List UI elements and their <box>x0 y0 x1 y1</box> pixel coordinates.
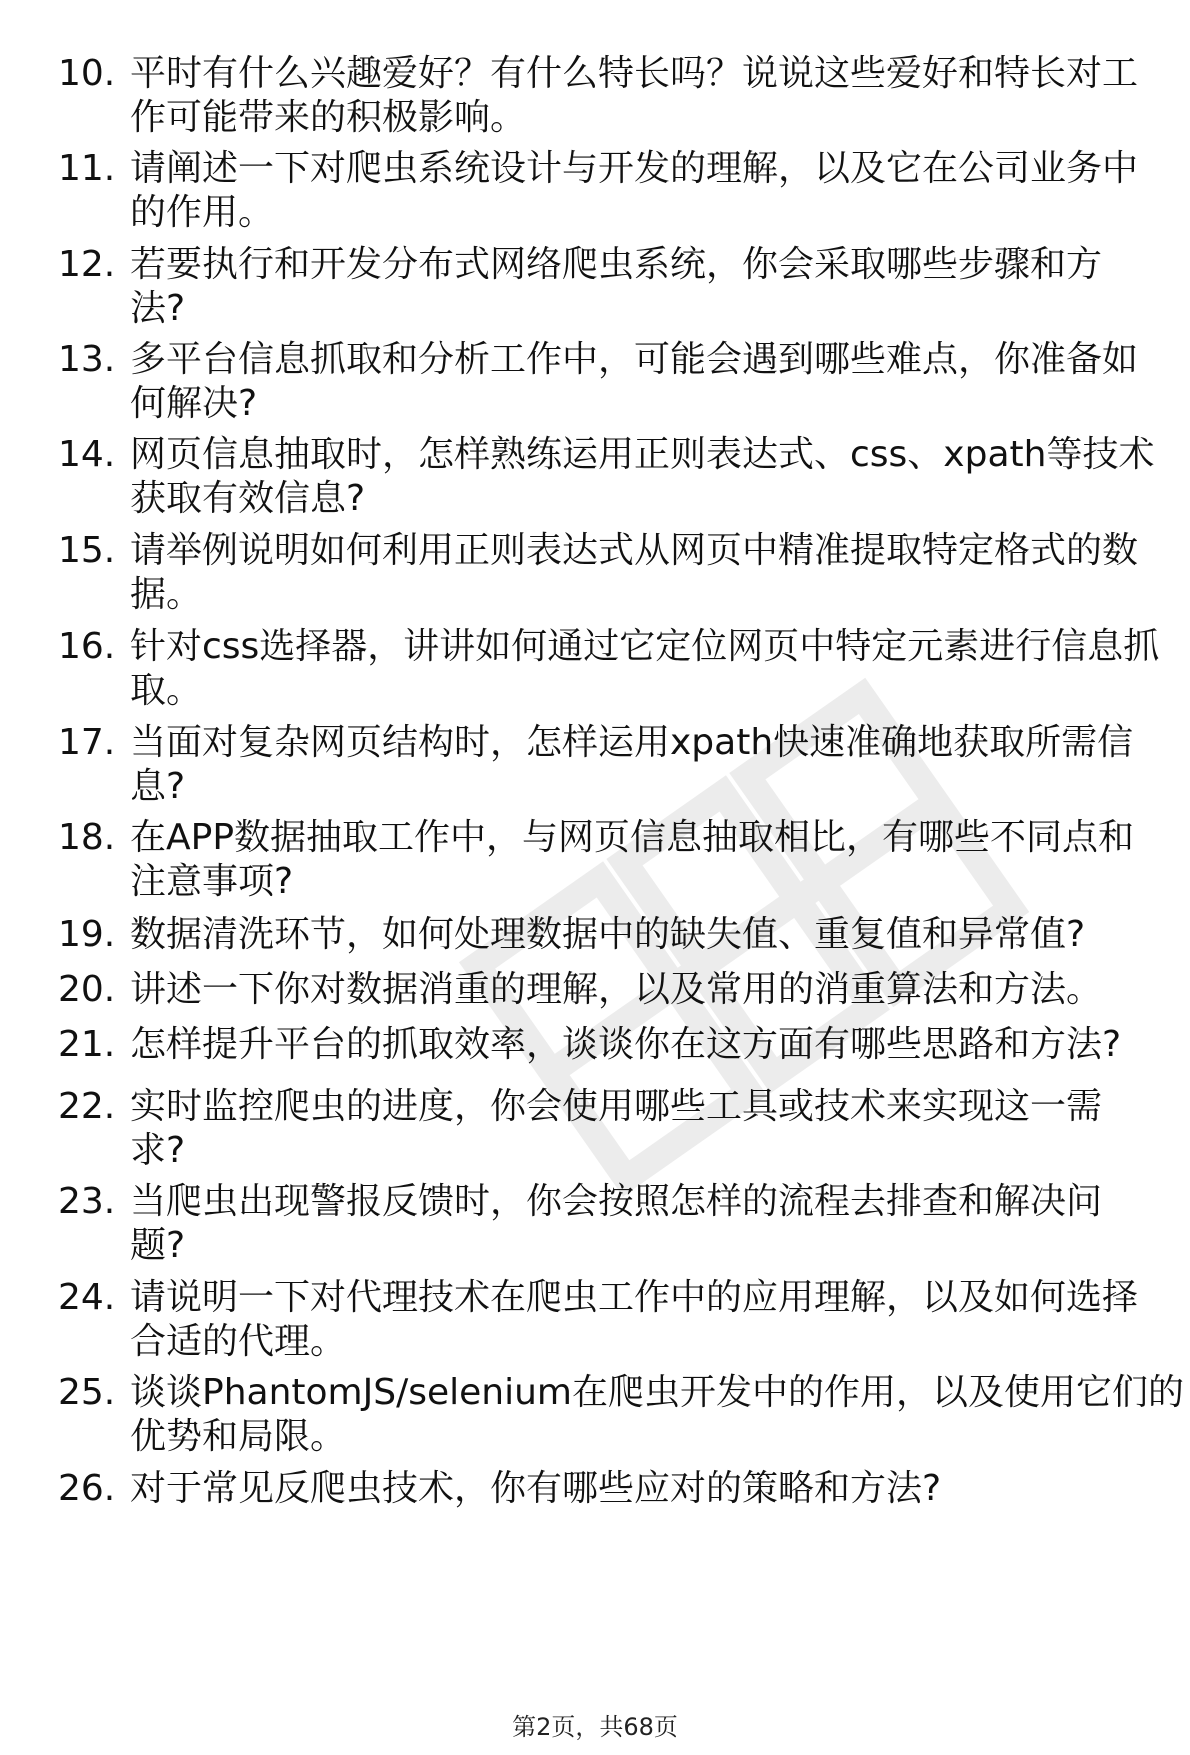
question-text <box>130 1085 1170 1173</box>
question-text-line: 何解决? <box>130 383 258 424</box>
question-number: 26. <box>58 1468 116 1509</box>
question-text-line: 针对css选择器，讲讲如何通过它定位网页中特定元素进行信息抓 <box>130 626 1160 667</box>
question-text-line: 作可能带来的积极影响。 <box>130 97 527 138</box>
question-text-line: 请说明一下对代理技术在爬虫工作中的应用理解，以及如何选择 <box>130 1277 1139 1318</box>
question-text-line: 请举例说明如何利用正则表达式从网页中精准提取特定格式的数 <box>130 530 1139 571</box>
question-text-line: 息? <box>130 766 186 807</box>
question-text-line: 优势和局限。 <box>130 1416 347 1457</box>
question-text-line: 的作用。 <box>130 192 275 233</box>
question-number: 10. <box>58 53 116 94</box>
question-text <box>130 433 1170 521</box>
question-number: 21. <box>58 1024 116 1065</box>
question-text-line: 讲述一下你对数据消重的理解，以及常用的消重算法和方法。 <box>130 969 1103 1010</box>
question-text-line: 法? <box>130 288 186 329</box>
question-text-line: 多平台信息抓取和分析工作中，可能会遇到哪些难点，你准备如 <box>130 339 1139 380</box>
question-number: 16. <box>58 626 116 667</box>
question-number: 22. <box>58 1086 116 1127</box>
question-number: 12. <box>58 244 116 285</box>
question-text <box>130 721 1170 809</box>
question-number: 24. <box>58 1277 116 1318</box>
question-text-line: 注意事项? <box>130 861 294 902</box>
question-number: 15. <box>58 530 116 571</box>
question-number: 13. <box>58 339 116 380</box>
question-text <box>130 816 1170 904</box>
question-text-line: 实时监控爬虫的进度，你会使用哪些工具或技术来实现这一需 <box>130 1086 1103 1127</box>
question-text-line: 当面对复杂网页结构时，怎样运用xpath快速准确地获取所需信 <box>130 722 1134 763</box>
question-text-line: 求? <box>130 1130 186 1171</box>
question-text <box>130 625 1170 713</box>
question-number: 18. <box>58 817 116 858</box>
question-number: 17. <box>58 722 116 763</box>
question-number: 20. <box>58 969 116 1010</box>
question-number: 11. <box>58 148 116 189</box>
question-text-line: 合适的代理。 <box>130 1321 347 1362</box>
question-text <box>130 147 1170 235</box>
question-text-line: 数据清洗环节，如何处理数据中的缺失值、重复值和异常值? <box>130 914 1086 955</box>
question-text-line: 获取有效信息? <box>130 478 366 519</box>
question-text-line: 取。 <box>130 670 203 711</box>
page-footer: 第2页，共68页 <box>512 1713 678 1741</box>
question-text-line: 据。 <box>130 574 203 615</box>
question-text-line: 谈谈PhantomJS/selenium在爬虫开发中的作用，以及使用它们的 <box>130 1372 1184 1413</box>
question-text-line: 若要执行和开发分布式网络爬虫系统，你会采取哪些步骤和方 <box>130 244 1103 285</box>
question-number: 19. <box>58 914 116 955</box>
question-text <box>130 243 1170 331</box>
question-number: 14. <box>58 434 116 475</box>
question-text <box>130 1467 1170 1511</box>
question-text-line: 当爬虫出现警报反馈时，你会按照怎样的流程去排查和解决问 <box>130 1181 1103 1222</box>
question-text-line: 平时有什么兴趣爱好？有什么特长吗？说说这些爱好和特长对工 <box>130 53 1139 94</box>
question-text-line: 请阐述一下对爬虫系统设计与开发的理解，以及它在公司业务中 <box>130 148 1139 189</box>
question-text-line: 对于常见反爬虫技术，你有哪些应对的策略和方法? <box>130 1468 942 1509</box>
question-text <box>130 529 1170 617</box>
question-text-line: 网页信息抽取时，怎样熟练运用正则表达式、css、xpath等技术 <box>130 434 1155 475</box>
question-text <box>130 913 1170 957</box>
question-text-line: 在APP数据抽取工作中，与网页信息抽取相比，有哪些不同点和 <box>130 817 1135 858</box>
question-text-line: 题? <box>130 1225 186 1266</box>
question-text <box>130 1180 1170 1268</box>
question-text-line: 怎样提升平台的抓取效率，谈谈你在这方面有哪些思路和方法? <box>130 1024 1122 1065</box>
question-text <box>130 968 1170 1012</box>
question-number: 23. <box>58 1181 116 1222</box>
question-text <box>130 1371 1184 1459</box>
question-text <box>130 1023 1170 1067</box>
question-number: 25. <box>58 1372 116 1413</box>
question-text <box>130 52 1170 140</box>
question-text <box>130 1276 1170 1364</box>
question-text <box>130 338 1170 426</box>
